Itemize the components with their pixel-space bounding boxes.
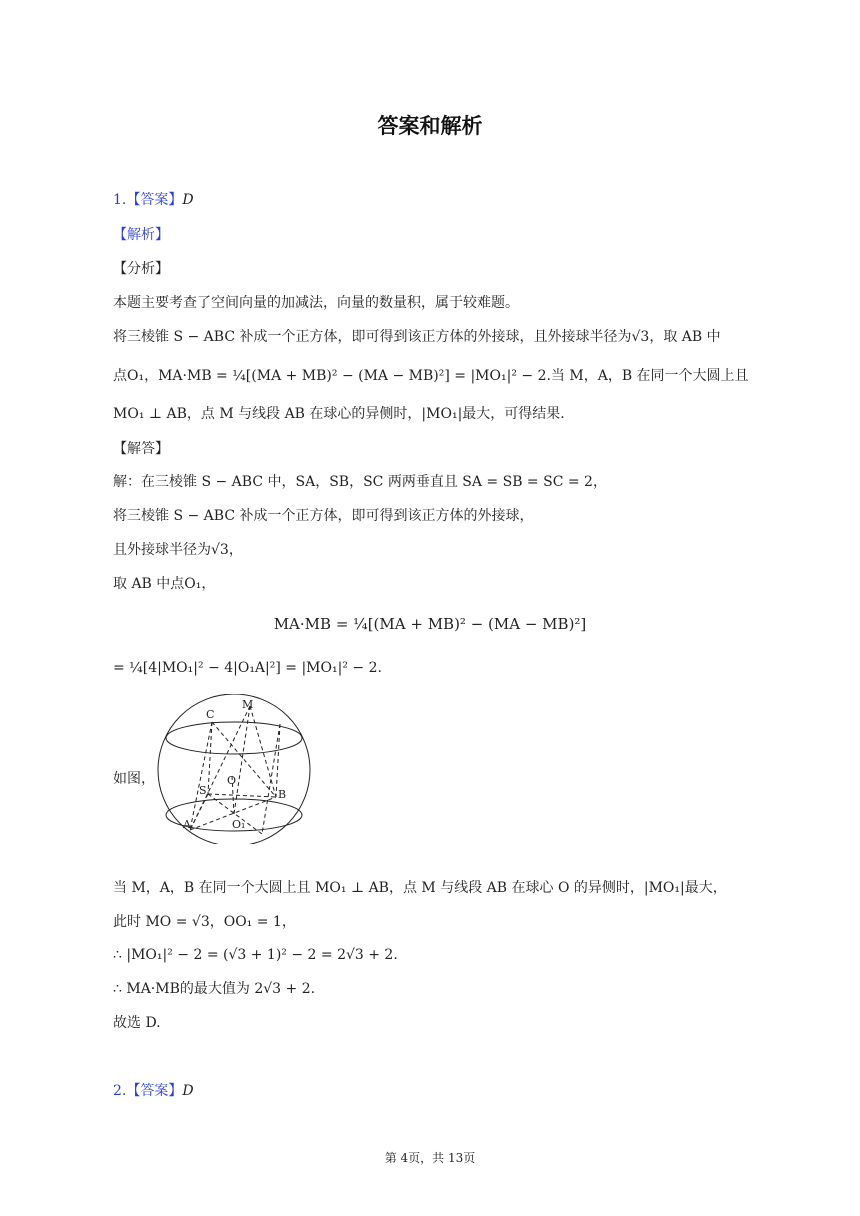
- q1-fenxi-line3: 点O₁，MA·MB = ¼[(MA + MB)² − (MA − MB)²] = |MO₁|² − 2.当 M，A，B 在同一个大圆上且: [113, 368, 749, 384]
- q2-answer: D: [182, 1083, 194, 1099]
- label-a: A: [183, 818, 191, 831]
- q2-answer-tag: 【答案】: [126, 1083, 183, 1099]
- label-s: S: [199, 784, 207, 797]
- q1-answer-line: [113, 190, 194, 210]
- q1-fenxi-line4: MO₁ ⊥ AB，点 M 与线段 AB 在球心的异侧时，|MO₁|最大，可得结果.: [113, 406, 565, 422]
- q1-solution-line2: 将三棱锥 S − ABC 补成一个正方体，即可得到该正方体的外接球，: [113, 508, 534, 524]
- q1-jieda-tag: 【解答】: [113, 441, 169, 457]
- q1-solution-line8: ∴ MA·MB的最大值为 2√3 + 2.: [113, 981, 316, 997]
- label-o: O: [227, 774, 237, 787]
- page-footer: 第 4页，共 13页: [384, 1151, 476, 1165]
- q1-solution-line6: 此时 MO = √3，OO₁ = 1，: [113, 914, 296, 930]
- sphere-figure: [150, 694, 320, 844]
- q1-equation-1: MA·MB = ¼[(MA + MB)² − (MA − MB)²]: [273, 615, 587, 633]
- page-title: 答案和解析: [377, 114, 483, 138]
- q1-solution-line4: 取 AB 中点O₁，: [113, 576, 216, 592]
- q1-number: 1.: [113, 192, 127, 208]
- q1-analysis-tag: 【解析】: [113, 227, 169, 243]
- construction-lines: [190, 706, 280, 834]
- q1-answer: D: [182, 192, 194, 208]
- q1-solution-line9: 故选 D.: [113, 1015, 161, 1031]
- q1-solution-line3: 且外接球半径为√3，: [113, 542, 243, 558]
- q1-answer-tag: 【答案】: [126, 192, 183, 208]
- q1-solution-line7: ∴ |MO₁|² − 2 = (√3 + 1)² − 2 = 2√3 + 2.: [113, 947, 398, 963]
- q1-fenxi-line1: 本题主要考查了空间向量的加减法，向量的数量积，属于较难题。: [113, 295, 519, 311]
- label-m: M: [242, 698, 254, 711]
- q1-solution-line5: 当 M，A，B 在同一个大圆上且 MO₁ ⊥ AB，点 M 与线段 AB 在球心 O 的异侧时，|MO₁|最大，: [113, 880, 727, 896]
- q2-number: 2.: [113, 1083, 127, 1099]
- label-o1: O₁: [232, 818, 246, 831]
- q1-solution-line1: 解：在三棱锥 S − ABC 中，SA，SB，SC 两两垂直且 SA = SB = SC = 2，: [113, 474, 607, 490]
- q2-answer-line: [113, 1081, 194, 1101]
- label-c: C: [206, 708, 215, 721]
- label-b: B: [278, 788, 287, 801]
- figure-caption: 如图，: [113, 771, 155, 787]
- q1-fenxi-tag: 【分析】: [113, 261, 169, 277]
- q1-equation-2: = ¼[4|MO₁|² − 4|O₁A|²] = |MO₁|² − 2.: [113, 660, 382, 676]
- q1-fenxi-line2: 将三棱锥 S − ABC 补成一个正方体，即可得到该正方体的外接球，且外接球半径为√3，取 AB 中: [113, 329, 721, 345]
